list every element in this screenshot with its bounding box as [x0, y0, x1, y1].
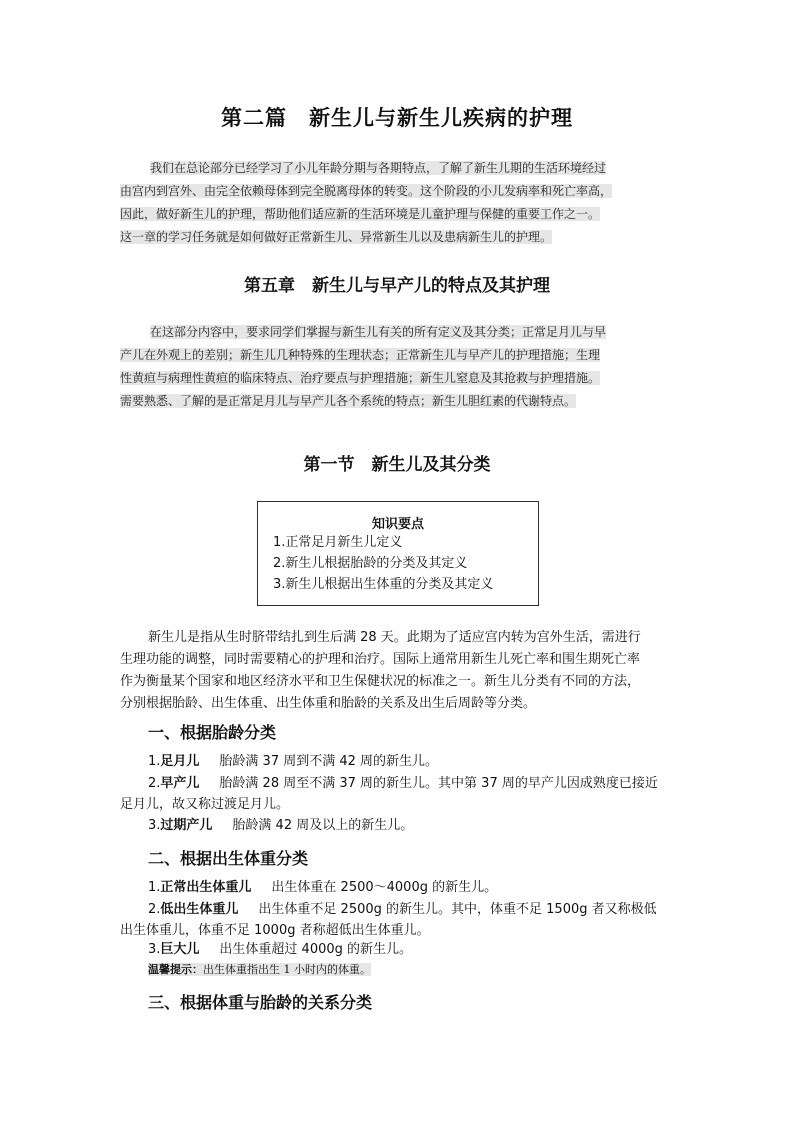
heading-weight-age-relation: 三、根据体重与胎龄的关系分类: [148, 993, 373, 1012]
intro-line: 我们在总论部分已经学习了小儿年龄分期与各期特点，了解了新生儿期的生活环境经过: [150, 161, 607, 175]
heading-gestational-age: 一、根据胎龄分类: [148, 723, 277, 742]
item-term: 正常出生体重儿: [160, 880, 252, 895]
gest-item-preterm: 2.早产儿 胎龄满 28 周至不满 37 周的新生儿。其中第 37 周的早产儿因成熟度已接近 足月儿，故又称过渡足月儿。: [120, 776, 658, 812]
paragraph-line: 分别根据胎龄、出生体重、出生体重和胎龄的关系及出生后周龄等分类。: [120, 696, 537, 711]
section-title: 第一节 新生儿及其分类: [303, 455, 491, 475]
knowledge-item: 1.正常足月新生儿定义: [273, 535, 403, 550]
intro-line: 在这部分内容中，要求同学们掌握与新生儿有关的所有定义及其分类；正常足月儿与早: [150, 325, 607, 339]
part-title: 第二篇 新生儿与新生儿疾病的护理: [221, 106, 573, 130]
intro-line: 性黄疸与病理性黄疸的临床特点、治疗要点与护理措施；新生儿窒息及其抢救与护理措施。: [120, 371, 601, 385]
tip-text: 出生体重指出生 1 小时内的体重。: [203, 963, 371, 976]
tip-label: 温馨提示：: [148, 963, 203, 976]
definition-paragraph: [120, 627, 680, 715]
weight-item-normal: 1.正常出生体重儿 出生体重在 2500～4000g 的新生儿。: [148, 880, 498, 895]
paragraph-line: 新生儿是指从生时脐带结扎到生后满 28 天。此期为了适应宫内转为宫外生活，需进行: [148, 630, 641, 645]
intro-line: 由宫内到宫外、由完全依赖母体到完全脱离母体的转变。这个阶段的小儿发病率和死亡率高，: [120, 184, 613, 198]
item-term: 足月儿: [160, 754, 200, 769]
item-term: 巨大儿: [160, 942, 200, 957]
intro-line: 需要熟悉、了解的是正常足月儿与早产儿各个系统的特点；新生儿胆红素的代谢特点。: [120, 394, 577, 408]
weight-item-macrosomia: 3.巨大儿 出生体重超过 4000g 的新生儿。: [148, 942, 413, 957]
knowledge-item: 3.新生儿根据出生体重的分类及其定义: [273, 577, 494, 592]
gest-item-postterm: 3.过期产儿 胎龄满 42 周及以上的新生儿。: [148, 818, 414, 833]
knowledge-box-title: 知识要点: [371, 517, 424, 532]
item-term: 过期产儿: [160, 818, 213, 833]
intro-paragraph-chapter: [120, 321, 688, 413]
item-term: 低出生体重儿: [160, 902, 239, 917]
chapter-title: 第五章 新生儿与早产儿的特点及其护理: [244, 276, 550, 296]
knowledge-item: 2.新生儿根据胎龄的分类及其定义: [273, 556, 468, 571]
intro-line: 这一章的学习任务就是如何做好正常新生儿、异常新生儿以及患病新生儿的护理。: [120, 230, 553, 244]
intro-paragraph-part: [120, 157, 688, 249]
warm-tip: [148, 961, 371, 977]
heading-birth-weight: 二、根据出生体重分类: [148, 849, 309, 868]
paragraph-line: 生理功能的调整，同时需要精心的护理和治疗。国际上通常用新生儿死亡率和围生期死亡率: [120, 652, 641, 667]
weight-item-low: 2.低出生体重儿 出生体重不足 2500g 的新生儿。其中，体重不足 1500g 者又称极低 出生体重儿，体重不足 1000g 者称超低出生体重儿。: [120, 902, 657, 938]
knowledge-points-box: [257, 501, 539, 606]
item-term: 早产儿: [160, 776, 200, 791]
intro-line: 因此，做好新生儿的护理，帮助他们适应新的生活环境是儿童护理与保健的重要工作之一。: [120, 207, 601, 221]
intro-line: 产儿在外观上的差别；新生儿几种特殊的生理状态；正常新生儿与早产儿的护理措施；生理: [120, 348, 601, 362]
paragraph-line: 作为衡量某个国家和地区经济水平和卫生保健状况的标准之一。新生儿分类有不同的方法，: [120, 674, 641, 689]
gest-item-term: 1.足月儿 胎龄满 37 周到不满 42 周的新生儿。: [148, 754, 439, 769]
